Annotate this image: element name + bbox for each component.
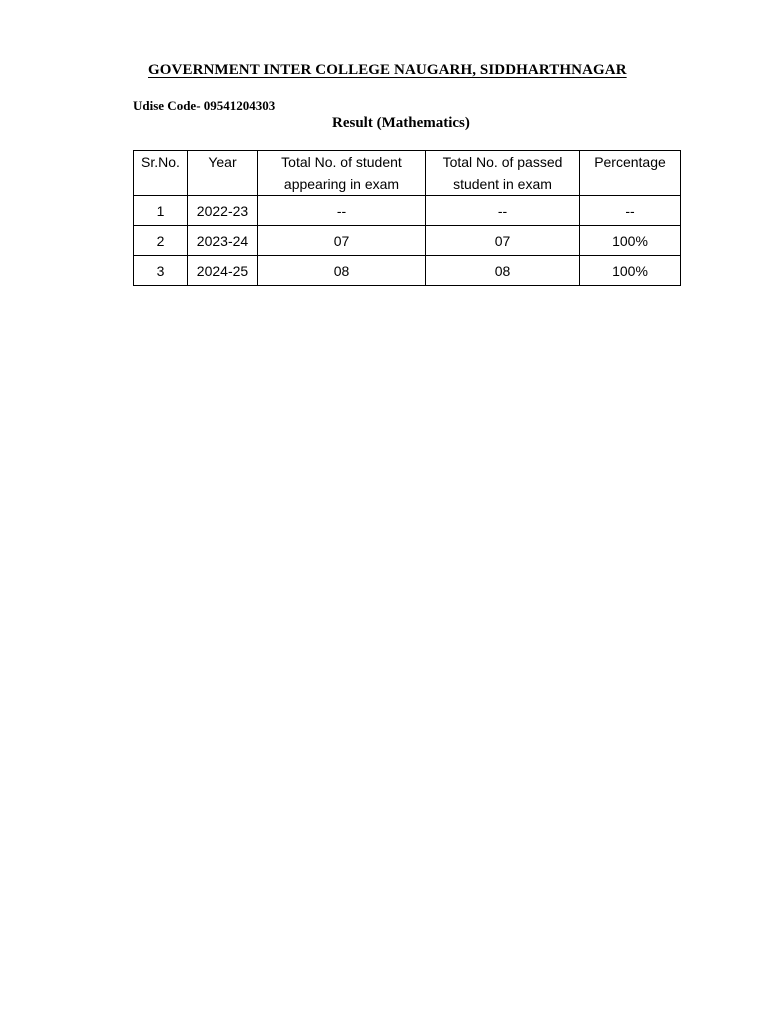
cell-percentage: 100% xyxy=(580,226,681,256)
result-title: Result (Mathematics) xyxy=(332,115,470,131)
cell-appearing: 07 xyxy=(258,226,426,256)
cell-year: 2022-23 xyxy=(188,196,258,226)
header-total-appearing: Total No. of student appearing in exam xyxy=(258,151,426,196)
cell-passed: 08 xyxy=(426,256,580,286)
result-table xyxy=(133,150,681,286)
cell-percentage: 100% xyxy=(580,256,681,286)
college-heading: GOVERNMENT INTER COLLEGE NAUGARH, SIDDHARTHNAGAR xyxy=(148,62,627,78)
header-sr-no: Sr.No. xyxy=(134,151,188,196)
table-row xyxy=(134,196,681,226)
cell-year: 2023-24 xyxy=(188,226,258,256)
cell-passed: 07 xyxy=(426,226,580,256)
table-row xyxy=(134,256,681,286)
cell-passed: -- xyxy=(426,196,580,226)
header-year: Year xyxy=(188,151,258,196)
header-percentage: Percentage xyxy=(580,151,681,196)
table-row xyxy=(134,226,681,256)
cell-sr-no: 3 xyxy=(134,256,188,286)
cell-appearing: 08 xyxy=(258,256,426,286)
cell-sr-no: 2 xyxy=(134,226,188,256)
cell-sr-no: 1 xyxy=(134,196,188,226)
udise-code: Udise Code- 09541204303 xyxy=(133,98,276,113)
cell-percentage: -- xyxy=(580,196,681,226)
header-total-passed: Total No. of passed student in exam xyxy=(426,151,580,196)
table-header-row xyxy=(134,151,681,196)
cell-year: 2024-25 xyxy=(188,256,258,286)
cell-appearing: -- xyxy=(258,196,426,226)
